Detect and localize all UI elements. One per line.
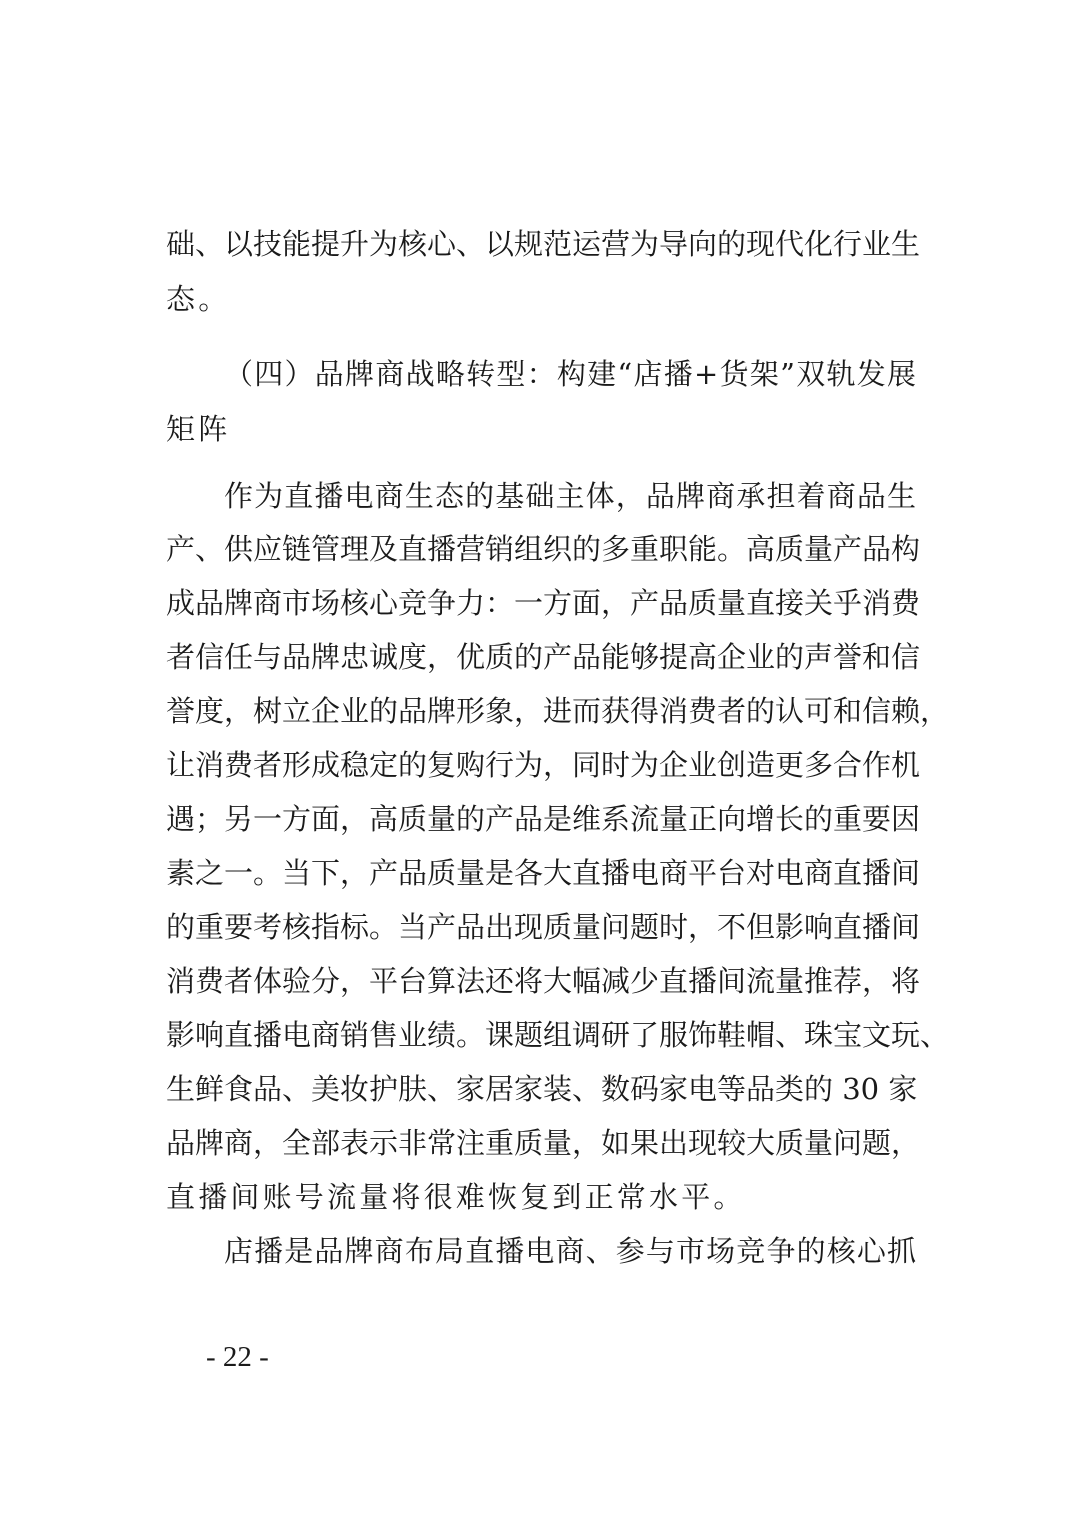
page-number: - 22 -	[206, 1341, 269, 1373]
section-heading: （四）品牌商战略转型：构建“店播+货架”双轨发展	[224, 357, 916, 391]
paragraph-line: 的重要考核指标。当产品出现质量问题时，不但影响直播间	[166, 910, 921, 944]
paragraph-line: 品牌商，全部表示非常注重质量，如果出现较大质量问题，	[166, 1126, 921, 1160]
paragraph-line: 遇；另一方面，高质量的产品是维系流量正向增长的重要因	[166, 802, 921, 836]
paragraph-line: 誉度，树立企业的品牌形象，进而获得消费者的认可和信赖，	[166, 694, 950, 728]
text-line: 础、以技能提升为核心、以规范运营为导向的现代化行业生	[166, 227, 921, 261]
paragraph-line: 者信任与品牌忠诚度，优质的产品能够提高企业的声誉和信	[166, 640, 921, 674]
paragraph-line: 作为直播电商生态的基础主体，品牌商承担着商品生	[224, 479, 916, 513]
text-line: 态。	[166, 282, 231, 316]
paragraph-line: 店播是品牌商布局直播电商、参与市场竞争的核心抓	[224, 1234, 916, 1268]
paragraph-line: 成品牌商市场核心竞争力：一方面，产品质量直接关乎消费	[166, 586, 921, 620]
paragraph-line: 素之一。当下，产品质量是各大直播电商平台对电商直播间	[166, 856, 921, 890]
paragraph-line: 消费者体验分，平台算法还将大幅减少直播间流量推荐，将	[166, 964, 921, 998]
paragraph-line: 影响直播电商销售业绩。课题组调研了服饰鞋帽、珠宝文玩、	[166, 1018, 950, 1052]
section-heading-continuation: 矩阵	[166, 412, 231, 446]
paragraph-line: 直播间账号流量将很难恢复到正常水平。	[166, 1180, 746, 1214]
paragraph-line: 生鲜食品、美妆护肤、家居家装、数码家电等品类的 30 家	[166, 1072, 918, 1106]
paragraph-line: 让消费者形成稳定的复购行为，同时为企业创造更多合作机	[166, 748, 921, 782]
paragraph-line: 产、供应链管理及直播营销组织的多重职能。高质量产品构	[166, 532, 921, 566]
